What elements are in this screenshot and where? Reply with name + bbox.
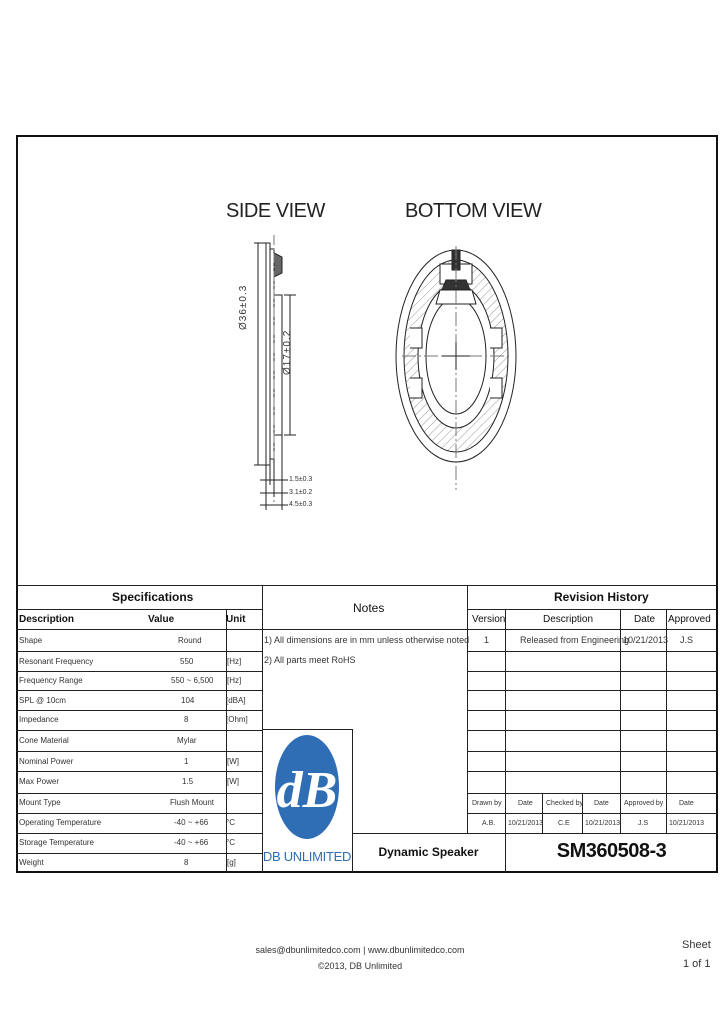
footer-copyright: ©2013, DB Unlimited	[317, 961, 403, 971]
table-top-line	[16, 585, 718, 586]
drawing-frame	[16, 135, 718, 873]
rev-header-approved: Approved	[668, 614, 711, 625]
spec-row-desc: Storage Temperature	[19, 838, 95, 847]
signoff-date-value: 10/21/2013	[585, 820, 621, 827]
signoff-date-value: 10/21/2013	[669, 820, 705, 827]
spec-row-desc: Weight	[19, 858, 44, 867]
spec-row-desc: SPL @ 10cm	[19, 696, 66, 705]
rev-version: 1	[484, 635, 490, 645]
spec-row-value: -40 ~ +66	[174, 818, 209, 827]
spec-row-desc: Resonant Frequency	[19, 657, 94, 666]
logo-letters: dB	[276, 762, 338, 819]
spec-row-value: 104	[181, 696, 195, 705]
spec-row-value: 8	[184, 715, 189, 724]
spec-row-desc: Operating Temperature	[19, 818, 102, 827]
rev-approved: J.S	[680, 635, 694, 645]
spec-row-value: -40 ~ +66	[174, 838, 209, 847]
spec-row-unit: [Ohm]	[226, 715, 248, 724]
part-number: SM360508-3	[556, 840, 667, 862]
spec-row-value: 8	[184, 858, 189, 867]
spec-row-desc: Impedance	[19, 715, 59, 724]
spec-row-desc: Mount Type	[19, 798, 61, 807]
rev-header-version: Version	[472, 614, 506, 625]
spec-row-desc: Max Power	[19, 777, 60, 786]
spec-row-unit: [Hz]	[227, 657, 242, 666]
spec-row-desc: Nominal Power	[19, 757, 74, 766]
side-terminal	[274, 253, 282, 277]
spec-row-unit: [dBA]	[226, 696, 246, 705]
signoff-checked-by: Checked by	[546, 800, 583, 807]
spec-row-unit: [W]	[227, 777, 239, 786]
signoff-drawn-by: Drawn by	[472, 800, 502, 807]
specs-header-unit: Unit	[226, 614, 246, 625]
spec-row-value: 1.5	[182, 777, 194, 786]
sheet-label: Sheet	[682, 939, 711, 951]
signoff-date: Date	[679, 800, 694, 807]
side-magnet	[274, 295, 282, 435]
spec-row-desc: Cone Material	[19, 736, 69, 745]
spec-row-unit: [Hz]	[227, 676, 242, 685]
side-view-title: SIDE VIEW	[226, 200, 325, 222]
spec-row-value: Mylar	[177, 736, 197, 745]
signoff-drawn-value: A.B.	[482, 820, 496, 827]
db-logo	[272, 733, 342, 843]
spec-row-desc: Frequency Range	[19, 676, 83, 685]
dim-outer-label: Ø36±0.3	[238, 284, 249, 330]
spec-row-unit: °C	[226, 818, 235, 827]
specs-header-value: Value	[148, 614, 175, 625]
side-body	[270, 249, 274, 459]
side-flange	[266, 243, 270, 465]
signoff-date: Date	[518, 800, 533, 807]
rev-date: 10/21/2013	[623, 635, 669, 645]
signoff-date: Date	[594, 800, 609, 807]
bottom-view-title: BOTTOM VIEW	[405, 200, 542, 222]
spec-row-unit: [g]	[227, 858, 236, 867]
specs-title: Specifications	[112, 590, 194, 604]
spec-row-value: 550	[180, 657, 194, 666]
spec-row-value: Round	[178, 636, 202, 645]
spec-row-desc: Shape	[19, 636, 43, 645]
product-name: Dynamic Speaker	[378, 845, 479, 859]
spec-row-value: 1	[184, 757, 189, 766]
revision-title: Revision History	[554, 590, 649, 604]
spec-row-value: Flush Mount	[170, 798, 215, 807]
signoff-approved-value: J.S	[638, 820, 649, 827]
dim-1-label: 1.5±0.3	[289, 476, 313, 483]
bottom-view-drawing	[390, 228, 530, 493]
dim-3-label: 4.5±0.3	[289, 501, 313, 508]
brand-name: DB UNLIMITED	[262, 849, 352, 864]
notes-title: Notes	[353, 601, 385, 615]
note-item: 1) All dimensions are in mm unless otherwise noted	[264, 635, 470, 645]
note-item: 2) All parts meet RoHS	[264, 655, 356, 665]
sheet-value: 1 of 1	[683, 958, 711, 970]
rev-header-date: Date	[634, 614, 656, 625]
signoff-date-value: 10/21/2013	[508, 820, 544, 827]
specs-header-description: Description	[19, 614, 75, 625]
signoff-checked-value: C.E	[558, 820, 570, 827]
rev-description: Released from Engineering	[520, 635, 630, 645]
dim-2-label: 3.1±0.2	[289, 489, 313, 496]
rev-header-description: Description	[543, 614, 594, 625]
spec-row-unit: [W]	[227, 757, 239, 766]
spec-row-value: 550 ~ 6,500	[171, 676, 214, 685]
signoff-approved-by: Approved by	[624, 800, 664, 807]
dim-inner-label: Ø17±0.2	[282, 329, 293, 375]
spec-row-unit: °C	[226, 838, 235, 847]
footer-contact: sales@dbunlimitedco.com | www.dbunlimitedco.com	[255, 945, 465, 955]
